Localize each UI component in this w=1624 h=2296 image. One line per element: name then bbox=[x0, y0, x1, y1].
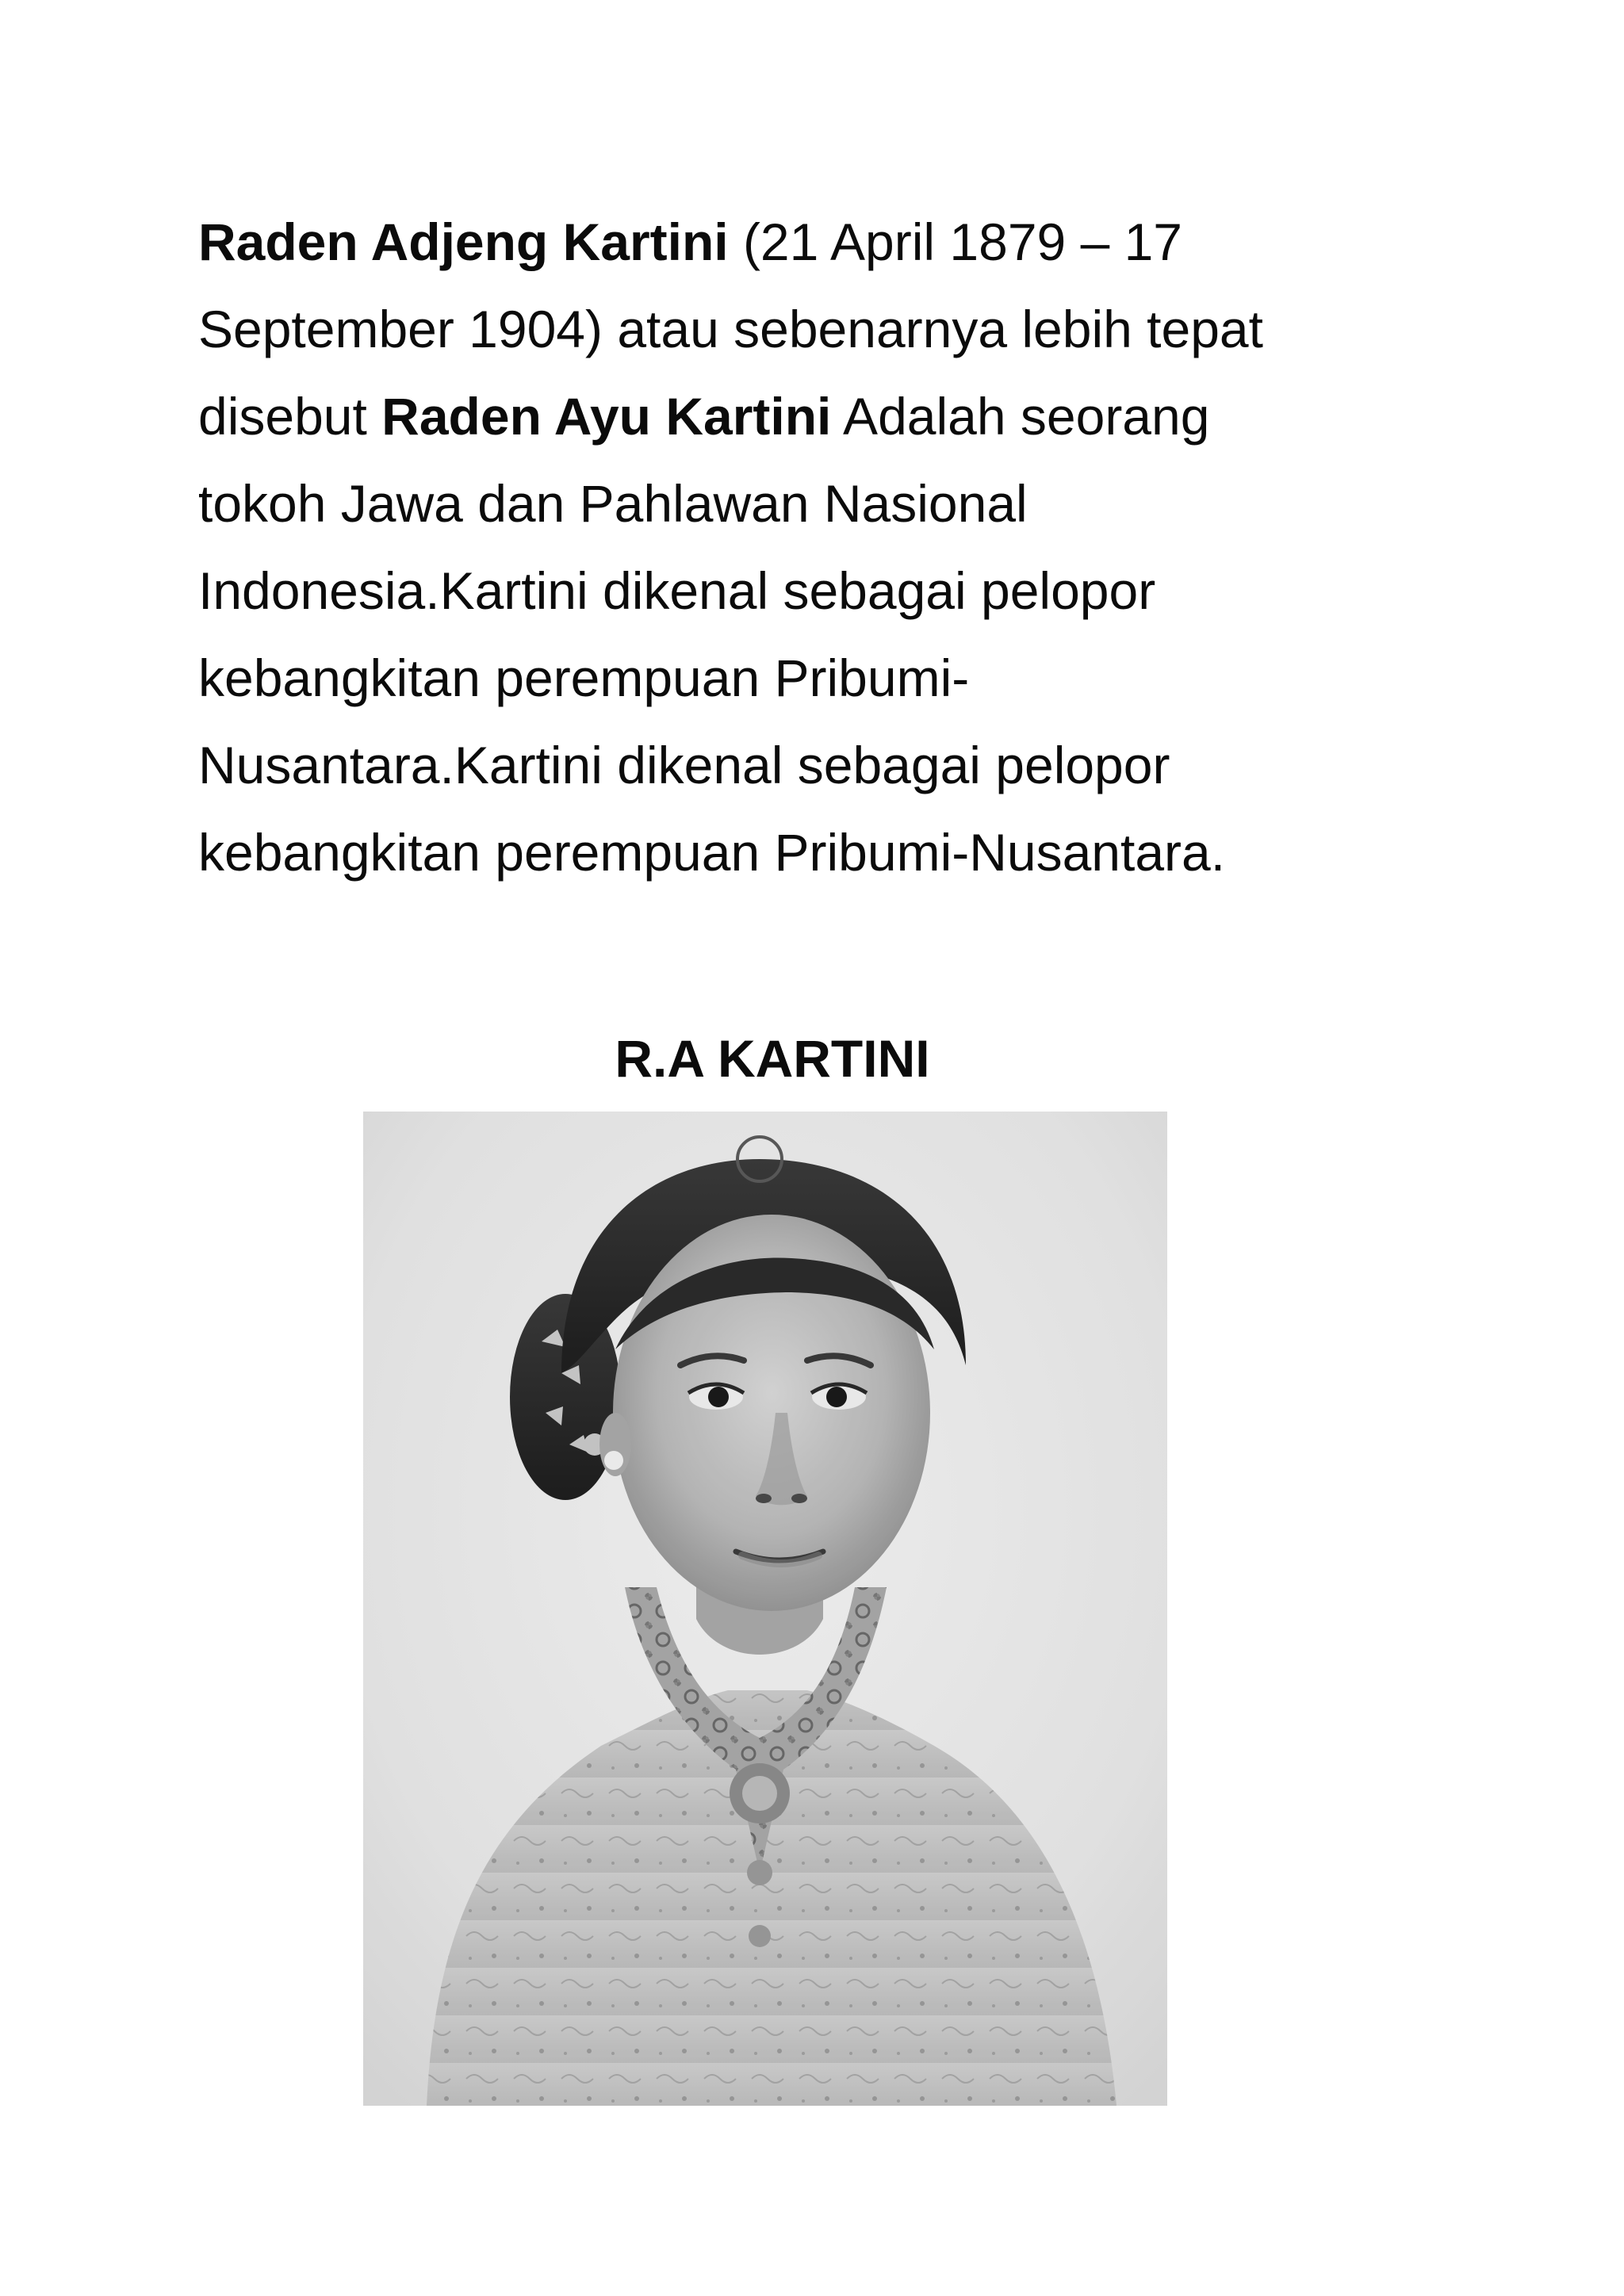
line-text-pre: Nusantara.Kartini dikenal sebagai pelopor bbox=[198, 736, 1170, 794]
line-text-pre: tokoh Jawa dan Pahlawan Nasional bbox=[198, 474, 1028, 533]
name-bold: Raden Adjeng Kartini bbox=[198, 212, 729, 271]
line-text-pre: Indonesia.Kartini dikenal sebagai pelopor bbox=[198, 561, 1156, 620]
name-bold: Raden Ayu Kartini bbox=[381, 387, 832, 446]
photo-caption: R.A KARTINI bbox=[615, 1029, 930, 1088]
portrait-photo-icon bbox=[363, 1112, 1167, 2106]
paragraph-line bbox=[198, 809, 1483, 896]
line-text-pre: disebut bbox=[198, 387, 382, 446]
biography-paragraph bbox=[198, 198, 1483, 896]
paragraph-line bbox=[198, 547, 1483, 634]
line-text-pre: kebangkitan perempuan Pribumi- bbox=[198, 649, 970, 707]
line-text-post: Adalah seorang bbox=[831, 387, 1210, 446]
paragraph-line bbox=[198, 198, 1483, 285]
line-text-pre: September 1904) atau sebenarnya lebih tepat bbox=[198, 300, 1263, 358]
portrait-photo bbox=[363, 1112, 1167, 2106]
paragraph-line bbox=[198, 285, 1483, 373]
paragraph-line bbox=[198, 460, 1483, 547]
line-text-post: (21 April 1879 – 17 bbox=[728, 212, 1183, 271]
paragraph-line bbox=[198, 634, 1483, 721]
line-text-pre: kebangkitan perempuan Pribumi-Nusantara. bbox=[198, 823, 1226, 882]
paragraph-line bbox=[198, 373, 1483, 460]
paragraph-line bbox=[198, 721, 1483, 809]
